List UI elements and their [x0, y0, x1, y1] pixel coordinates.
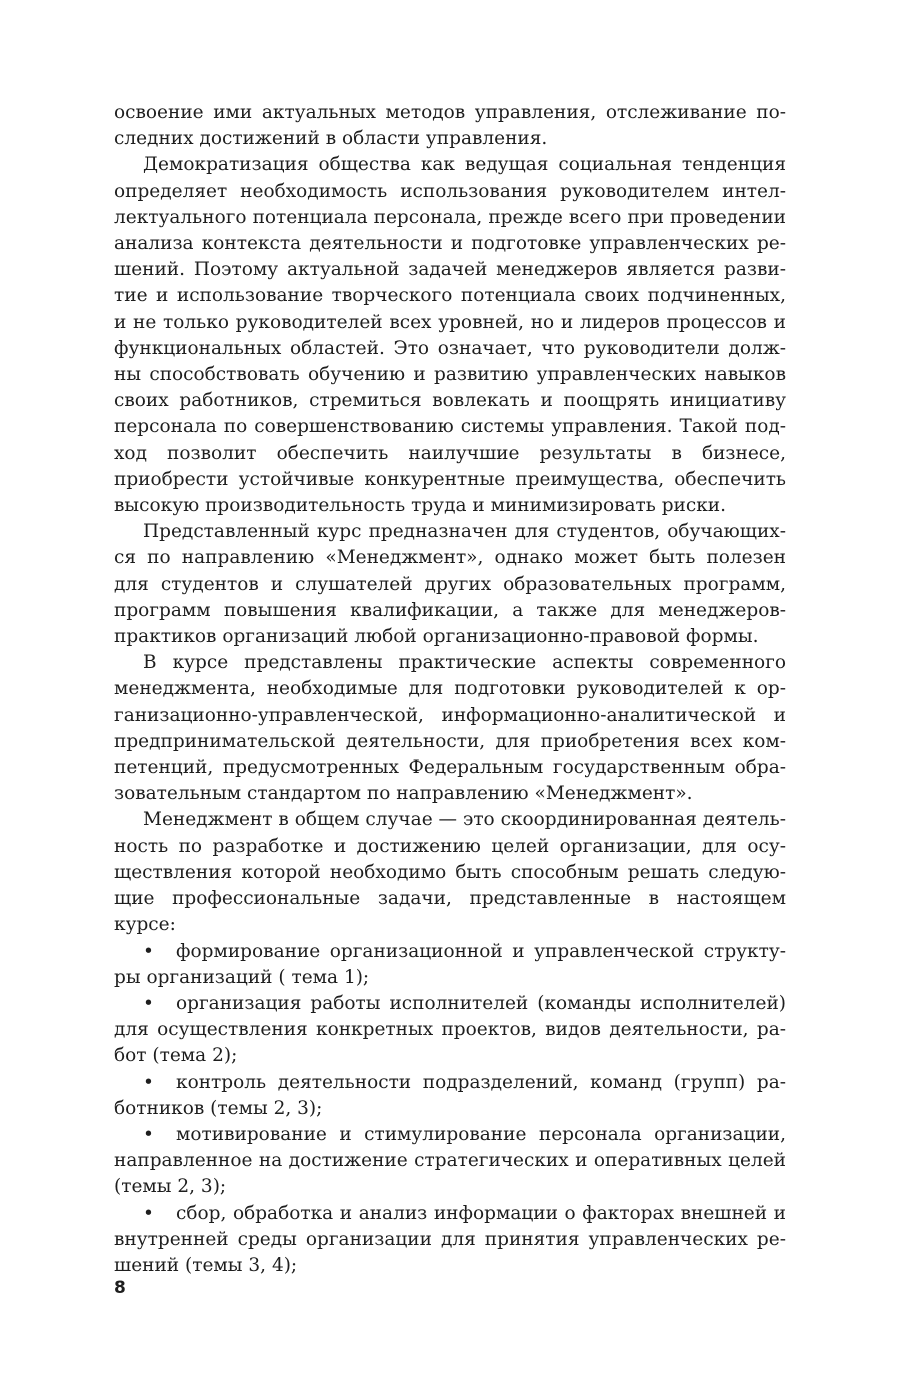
bullet-icon: •	[143, 992, 154, 1014]
bullet-icon: •	[143, 1071, 154, 1093]
list-item	[114, 1070, 786, 1122]
list-item-text: сбор, обработка и анализ информации о факторах внешней и внутренней среды организации для принятия управленческих решений (темы 3, 4);	[114, 1202, 786, 1276]
list-item	[114, 939, 786, 991]
bullet-icon: •	[143, 1202, 154, 1224]
list-item	[114, 1201, 786, 1280]
list-item-text: организация работы исполнителей (команды исполнителей) для осуществления конкретных проектов, видов деятельности, работ (тема 2);	[114, 992, 786, 1067]
list-item	[114, 991, 786, 1070]
tasks-bullet-list	[114, 939, 786, 1280]
list-item-text: мотивирование и стимулирование персонала организации, направленное на достижение стратегических и оперативных целей (темы 2, 3);	[114, 1123, 786, 1198]
list-item	[114, 1122, 786, 1201]
paragraph-management-definition: Менеджмент в общем случае — это скоординированная деятельность по разработке и достижению целей организации, для осуществления которой необходимо быть способным решать следующие профессиональные задачи, представленные в настоящем курсе:	[114, 809, 786, 936]
paragraph-course-aspects: В курсе представлены практические аспекты современного менеджмента, необходимые для подготовки руководителей к организационно-управленческой, информационно-аналитической и предпринимательской деятельности, для приобретения всех компетенций, предусмотренных Федеральным государственным образовательным стандартом по направлению «Менеджмент».	[114, 652, 786, 805]
paragraph-continuation: освоение ими актуальных методов управления, отслеживание последних достижений в области управления.	[114, 102, 786, 150]
page-number: 8	[114, 1278, 126, 1298]
bullet-icon: •	[143, 1123, 154, 1145]
page-body-text	[114, 100, 786, 1279]
bullet-icon: •	[143, 940, 154, 962]
paragraph-democratization: Демократизация общества как ведущая социальная тенденция определяет необходимость использования руководителем интеллектуального потенциала персонала, прежде всего при проведении анализа контекста деятельности и подготовке управленческих решений. Поэтому актуальной задачей менеджеров является развитие и использование творческого потенциала своих подчиненных, и не только руководителей всех уровней, но и лидеров процессов и функциональных областей. Это означает, что руководители должны способствовать обучению и развитию управленческих навыков своих работников, стремиться вовлекать и поощрять инициативу персонала по совершенствованию системы управления. Такой подход позволит обеспечить наилучшие результаты в бизнесе, приобрести устойчивые конкурентные преимущества, обеспечить высокую производительность труда и минимизировать риски.	[114, 154, 786, 517]
list-item-text: формирование организационной и управленческой структуры организаций ( тема 1);	[114, 940, 786, 988]
paragraph-course-audience: Представленный курс предназначен для студентов, обучающихся по направлению «Менеджмент», однако может быть полезен для студентов и слушателей других образовательных программ, программ повышения квалификации, а также для менеджеров-практиков организаций любой организационно-правовой формы.	[114, 521, 786, 648]
list-item-text: контроль деятельности подразделений, команд (групп) работников (темы 2, 3);	[114, 1071, 786, 1119]
